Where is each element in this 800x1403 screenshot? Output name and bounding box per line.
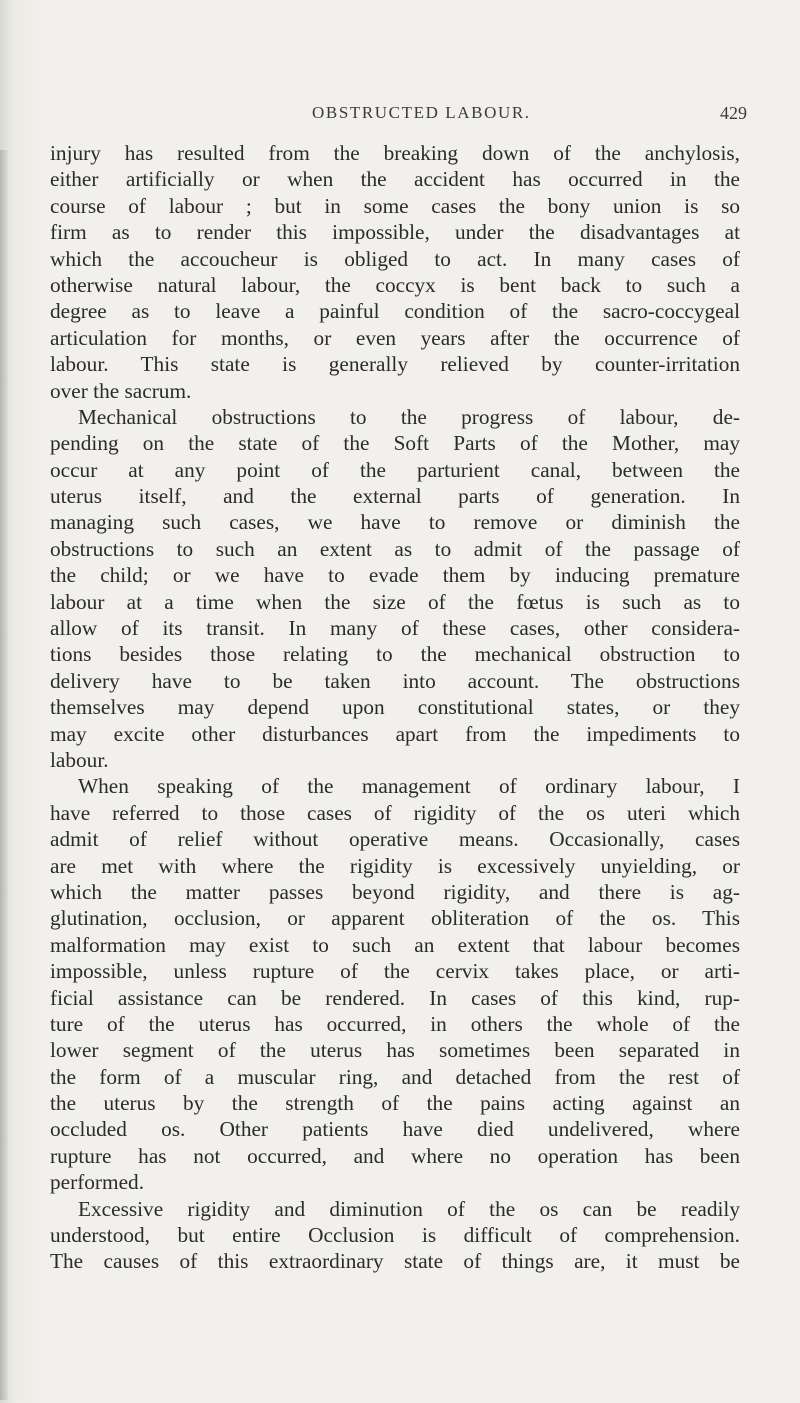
- text-line: occur at any point of the parturient canal, between the: [50, 457, 740, 482]
- text-line: glutination, occlusion, or apparent obliteration of the os. This: [50, 906, 740, 931]
- text-line: obstructions to such an extent as to admit of the passage of: [50, 536, 740, 561]
- text-line: The causes of this extraordinary state of things are, it must be: [50, 1249, 740, 1274]
- text-line: When speaking of the management of ordinary labour, I: [78, 774, 740, 799]
- text-line: which the matter passes beyond rigidity, and there is ag-: [50, 879, 740, 904]
- text-line: uterus itself, and the external parts of generation. In: [50, 484, 740, 509]
- text-line: have referred to those cases of rigidity of the os uteri which: [50, 800, 740, 825]
- text-line: rupture has not occurred, and where no operation has been: [50, 1143, 740, 1168]
- text-line: are met with where the rigidity is excessively unyielding, or: [50, 853, 740, 878]
- text-line: performed.: [50, 1170, 145, 1195]
- text-line: degree as to leave a painful condition of the sacro-coccygeal: [50, 299, 740, 324]
- text-line: injury has resulted from the breaking down of the anchylosis,: [50, 141, 740, 165]
- text-line: ficial assistance can be rendered. In cases of this kind, rup-: [50, 985, 740, 1010]
- page-number: 429: [720, 103, 747, 123]
- text-line: Mechanical obstructions to the progress of labour, de-: [78, 404, 740, 429]
- text-line: occluded os. Other patients have died undelivered, where: [50, 1117, 740, 1142]
- text-line: labour. This state is generally relieved by counter-irritation: [50, 352, 740, 377]
- text-line: managing such cases, we have to remove or diminish the: [50, 510, 740, 535]
- text-line: Excessive rigidity and diminution of the os can be readily: [78, 1196, 740, 1221]
- text-line: lower segment of the uterus has sometimes been separated in: [50, 1038, 740, 1063]
- text-line: the uterus by the strength of the pains acting against an: [50, 1091, 740, 1116]
- text-line: pending on the state of the Soft Parts of the Mother, may: [50, 431, 740, 456]
- text-line: labour at a time when the size of the fœtus is such as to: [50, 589, 740, 614]
- text-line: the child; or we have to evade them by inducing premature: [50, 563, 740, 588]
- text-line: course of labour ; but in some cases the bony union is so: [50, 193, 740, 218]
- text-line: themselves may depend upon constitutional states, or they: [50, 695, 740, 720]
- text-line: over the sacrum.: [50, 378, 192, 403]
- body-text: [50, 140, 740, 1275]
- binding-shadow: [0, 150, 8, 1400]
- page-header: [0, 103, 800, 133]
- text-line: may excite other disturbances apart from the impediments to: [50, 721, 740, 746]
- text-line: understood, but entire Occlusion is difficult of comprehension.: [50, 1223, 740, 1248]
- text-line: firm as to render this impossible, under the disadvantages at: [50, 220, 740, 245]
- text-line: articulation for months, or even years after the occurrence of: [50, 325, 740, 350]
- text-line: impossible, unless rupture of the cervix takes place, or arti-: [50, 959, 740, 984]
- text-line: either artificially or when the accident has occurred in the: [50, 167, 740, 192]
- text-line: labour.: [50, 747, 109, 772]
- running-head: OBSTRUCTED LABOUR.: [312, 103, 531, 122]
- text-line: allow of its transit. In many of these cases, other considera-: [50, 616, 740, 641]
- text-line: the form of a muscular ring, and detached from the rest of: [50, 1064, 740, 1089]
- text-line: tions besides those relating to the mechanical obstruction to: [50, 642, 740, 667]
- text-line: admit of relief without operative means. Occasionally, cases: [50, 827, 740, 852]
- text-line: ture of the uterus has occurred, in others the whole of the: [50, 1011, 740, 1036]
- text-line: otherwise natural labour, the coccyx is bent back to such a: [50, 272, 740, 297]
- text-line: delivery have to be taken into account. The obstructions: [50, 668, 740, 693]
- text-line: which the accoucheur is obliged to act. In many cases of: [50, 246, 740, 271]
- text-line: malformation may exist to such an extent that labour becomes: [50, 932, 740, 957]
